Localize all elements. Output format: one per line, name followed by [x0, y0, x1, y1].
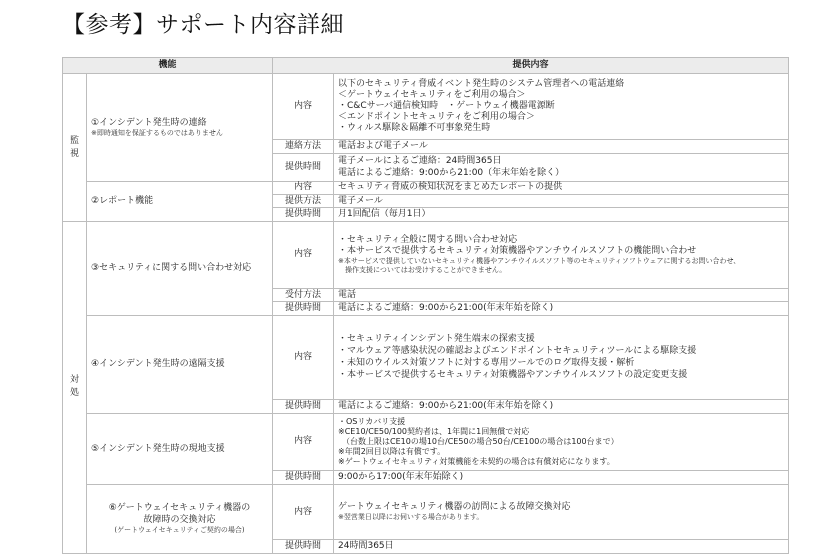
- function-name: ①インシデント発生時の連絡: [91, 118, 207, 129]
- table-row: [63, 181, 789, 194]
- inquiry-content-text: ・セキュリティ全般に関する問い合わせ対応 ・本サービスで提供するセキュリティ対策機器やアンチウイルスソフトの機能問い合わせ: [338, 234, 697, 256]
- page-title: 【参考】サポート内容詳細: [62, 12, 344, 38]
- function-remote-support: ④インシデント発生時の遠隔支援: [87, 315, 273, 413]
- label-provision-time: 提供時間: [273, 400, 334, 413]
- header-content: 提供内容: [273, 58, 789, 74]
- function-incident-contact: [87, 74, 273, 181]
- table-row: [63, 315, 789, 400]
- report-content: セキュリティ脅威の検知状況をまとめたレポートの提供: [334, 181, 789, 194]
- report-method: 電子メール: [334, 195, 789, 208]
- label-provision-method: 提供方法: [273, 195, 334, 208]
- inquiry-time: 電話によるご連絡：9:00から21:00(年末年始を除く): [334, 302, 789, 315]
- label-content: 内容: [273, 413, 334, 471]
- header-function: 機能: [63, 58, 273, 74]
- onsite-support-time: 9:00から17:00(年末年始除く): [334, 471, 789, 484]
- onsite-support-content: ・OSリカバリ支援 ※CE10/CE50/100契約者は、1年間に1回無償で対応 （台数上限はCE10の場10台/CE50の場合50台/CE100の場合は100台まで） ※年間2回目以降は有償です。 ※ゲートウェイセキュリティ対策機能を未契約の場合は有償対応になります。: [334, 413, 789, 471]
- inquiry-content: [334, 221, 789, 288]
- function-note: (ゲートウェイセキュリティご契約の場合): [114, 526, 245, 535]
- inquiry-note: ※本サービスで提供していないセキュリティ機器やアンチウイルスソフト等のセキュリティソフトウェアに関するお問い合わせ、 操作支援についてはお受けすることができません。: [338, 256, 741, 274]
- remote-support-time: 電話によるご連絡：9:00から21:00(年末年始を除く): [334, 400, 789, 413]
- table-row: [63, 484, 789, 540]
- label-contact-method: 連絡方法: [273, 140, 334, 153]
- header-row: [63, 58, 789, 74]
- label-content: 内容: [273, 74, 334, 140]
- incident-contact-method: 電話および電子メール: [334, 140, 789, 153]
- table-row: [63, 413, 789, 471]
- label-provision-time: 提供時間: [273, 208, 334, 221]
- function-note: ※即時通知を保証するものではありません: [91, 129, 223, 138]
- label-provision-time: 提供時間: [273, 540, 334, 554]
- support-detail-table: [62, 57, 789, 554]
- label-reception-method: 受付方法: [273, 288, 334, 301]
- remote-support-content: ・セキュリティインシデント発生端末の探索支援 ・マルウェア等感染状況の確認およびエンドポイントセキュリティツールによる駆除支援 ・未知のウイルス対策ソフトに対する専用ツールでのログ取得支援・解析 ・本サービスで提供するセキュリティ対策機器やアンチウイルスソフトの設定変更支援: [334, 315, 789, 400]
- label-content: 内容: [273, 315, 334, 400]
- label-provision-time: 提供時間: [273, 471, 334, 484]
- label-content: 内容: [273, 484, 334, 540]
- function-inquiry: ③セキュリティに関する問い合わせ対応: [87, 221, 273, 315]
- incident-contact-content: 以下のセキュリティ脅威イベント発生時のシステム管理者への電話連絡 ＜ゲートウェイセキュリティをご利用の場合＞ ・C&Cサーバ通信検知時 ・ゲートウェイ機器電源断 ＜エンドポイントセキュリティをご利用の場合＞ ・ウィルス駆除＆隔離不可事象発生時: [334, 74, 789, 140]
- report-time: 月1回配信（毎月1日）: [334, 208, 789, 221]
- function-onsite-support: ⑤インシデント発生時の現地支援: [87, 413, 273, 484]
- table-row: [63, 74, 789, 140]
- gateway-exchange-note: ※翌営業日以降にお伺いする場合があります。: [338, 513, 484, 522]
- function-name: ⑥ゲートウェイセキュリティ機器の 故障時の交換対応: [108, 503, 251, 526]
- label-content: 内容: [273, 181, 334, 194]
- function-gateway-exchange: [87, 484, 273, 553]
- function-report: ②レポート機能: [87, 181, 273, 221]
- category-response: 対 処: [63, 221, 87, 553]
- label-content: 内容: [273, 221, 334, 288]
- category-monitor: 監 視: [63, 74, 87, 221]
- inquiry-reception: 電話: [334, 288, 789, 301]
- gateway-exchange-time: 24時間365日: [334, 540, 789, 554]
- gateway-exchange-content: [334, 484, 789, 540]
- label-provision-time: 提供時間: [273, 302, 334, 315]
- table-row: [63, 221, 789, 288]
- incident-contact-time: 電子メールによるご連絡：24時間365日 電話によるご連絡：9:00から21:00（年末年始を除く）: [334, 153, 789, 181]
- label-provision-time: 提供時間: [273, 153, 334, 181]
- gateway-exchange-text: ゲートウェイセキュリティ機器の訪問による故障交換対応: [338, 502, 571, 513]
